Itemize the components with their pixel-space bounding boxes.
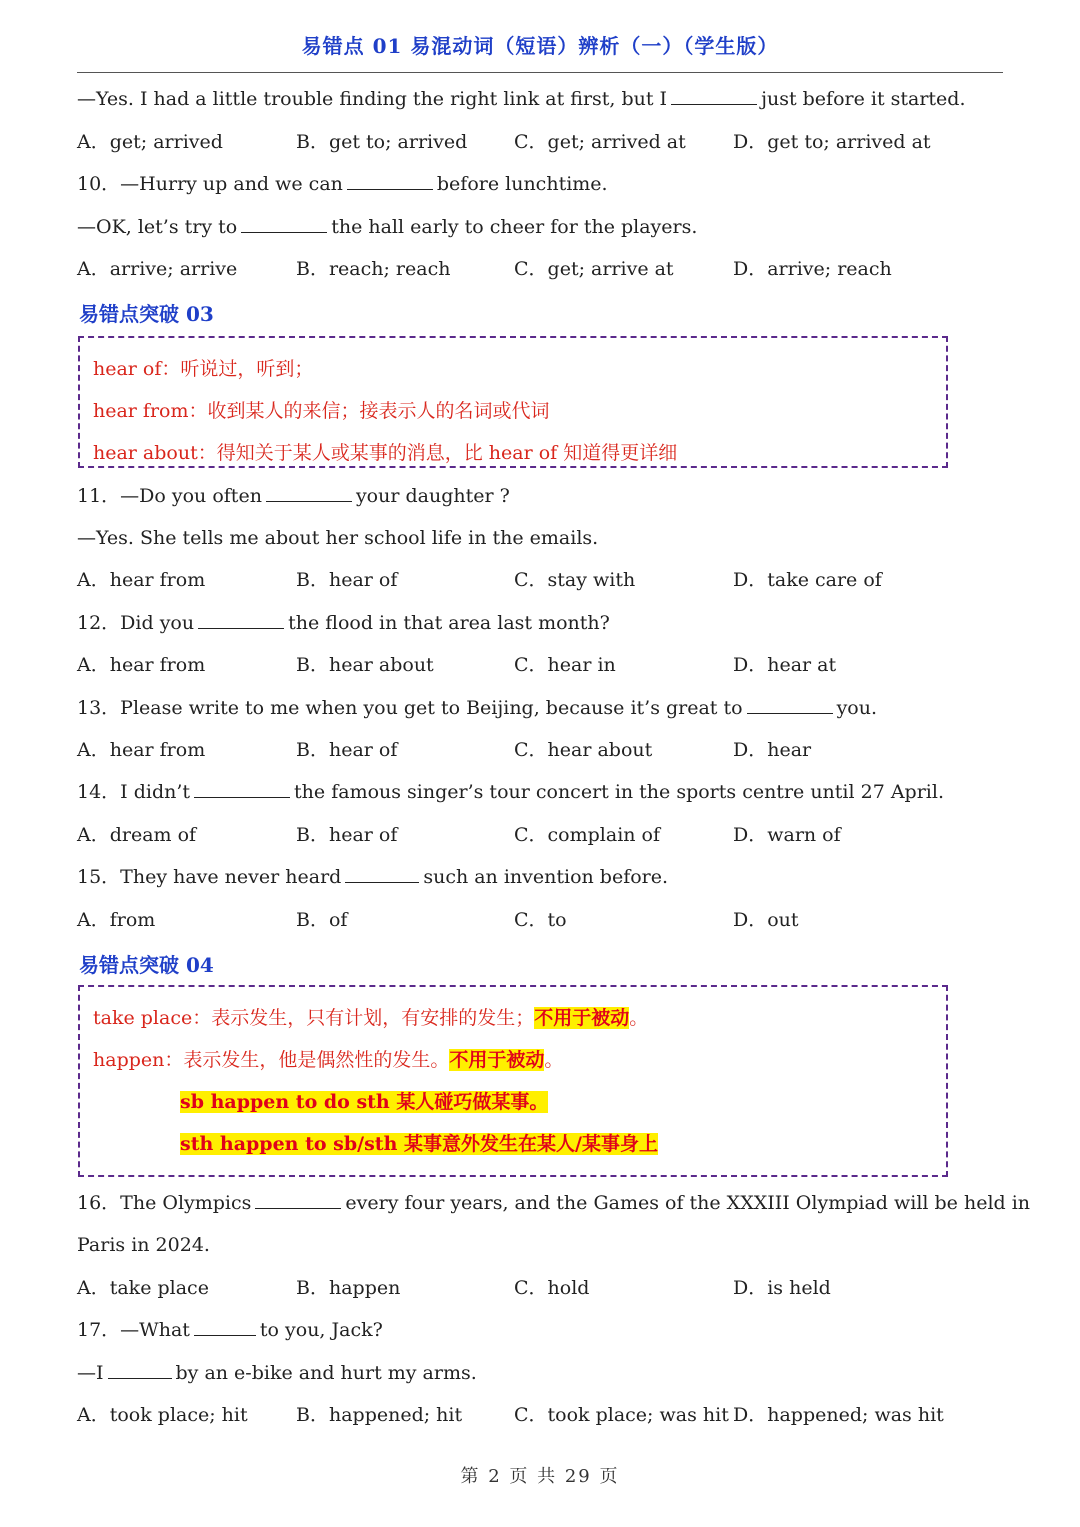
option-b[interactable]: B．happen [296,1277,401,1299]
option-d[interactable]: D．hear [733,739,812,761]
question-text: the famous singer’s tour concert in the sports centre until 27 April. [294,781,944,803]
question-11-reply: —Yes. She tells me about her school life in the emails. [77,527,599,549]
question-15 [77,864,668,890]
question-text: the hall early to cheer for the players. [331,216,698,238]
question-line [77,86,966,112]
question-text: 12．Did you [77,612,195,634]
question-text: just before it started. [761,88,966,110]
question-12 [77,610,610,636]
question-text: your daughter ? [355,485,510,507]
tip-line-usage [180,1129,658,1156]
answer-blank[interactable] [198,610,284,629]
option-a[interactable]: A．hear from [77,569,206,591]
question-10 [77,171,608,197]
question-text: 15．They have never heard [77,866,342,888]
question-13 [77,695,877,721]
question-text: 17．—What [77,1319,190,1341]
question-text: before lunchtime. [436,173,608,195]
option-a[interactable]: A．from [77,909,156,931]
section-title-04: 易错点突破 04 [79,953,214,977]
answer-blank[interactable] [108,1360,172,1379]
option-b[interactable]: B．hear of [296,824,398,846]
tip-line: hear from：收到某人的来信；接表示人的名词或代词 [93,400,550,422]
answer-blank[interactable] [671,86,757,105]
question-text: —OK, let’s try to [77,216,238,238]
option-b[interactable]: B．get to; arrived [296,131,468,153]
question-17-reply [77,1360,477,1386]
option-d[interactable]: D．happened; was hit [733,1404,944,1426]
tip-line-take-place [93,1003,648,1030]
option-c[interactable]: C．get; arrive at [514,258,674,280]
page-header-title: 易错点 01 易混动词（短语）辨析（一）（学生版） [301,34,779,58]
option-b[interactable]: B．reach; reach [296,258,451,280]
question-text: —I [77,1362,104,1384]
option-d[interactable]: D．is held [733,1277,831,1299]
section-title-03: 易错点突破 03 [79,302,214,326]
question-text: —Yes. I had a little trouble finding the right link at first, but I [77,88,668,110]
option-b[interactable]: B．of [296,909,348,931]
option-d[interactable]: D．arrive; reach [733,258,892,280]
question-17 [77,1317,383,1343]
option-c[interactable]: C．hold [514,1277,590,1299]
tip-box-03 [78,336,948,468]
highlight-text: 不用于被动 [449,1049,545,1071]
option-d[interactable]: D．get to; arrived at [733,131,931,153]
question-text: every four years, and the Games of the XXXIII Olympiad will be held in [345,1192,1031,1214]
question-text: to you, Jack? [259,1319,383,1341]
question-text: 10．—Hurry up and we can [77,173,343,195]
option-c[interactable]: C．took place; was hit [514,1404,729,1426]
answer-blank[interactable] [194,779,290,798]
question-text: you. [836,697,878,719]
question-10-reply [77,214,697,240]
option-d[interactable]: D．hear at [733,654,837,676]
option-a[interactable]: A．hear from [77,739,206,761]
highlight-text: sth happen to sb/sth 某事意外发生在某人/某事身上 [180,1133,658,1155]
option-c[interactable]: C．to [514,909,567,931]
option-d[interactable]: D．take care of [733,569,882,591]
tip-text: 。 [629,1007,649,1029]
option-c[interactable]: C．complain of [514,824,661,846]
option-a[interactable]: A．took place; hit [77,1404,248,1426]
answer-blank[interactable] [747,695,833,714]
tip-text: happen：表示发生，他是偶然性的发生。 [93,1049,450,1071]
question-16-cont: Paris in 2024. [77,1234,210,1256]
option-a[interactable]: A．get; arrived [77,131,223,153]
highlight-text: sb happen to do sth 某人碰巧做某事。 [180,1091,549,1113]
page-number: 第 2 页 共 29 页 [460,1466,620,1487]
option-d[interactable]: D．warn of [733,824,841,846]
option-c[interactable]: C．get; arrived at [514,131,686,153]
option-b[interactable]: B．hear about [296,654,434,676]
answer-blank[interactable] [347,171,433,190]
option-b[interactable]: B．hear of [296,739,398,761]
option-b[interactable]: B．hear of [296,569,398,591]
option-c[interactable]: C．stay with [514,569,636,591]
question-text: the flood in that area last month? [288,612,610,634]
question-text: 13．Please write to me when you get to Beijing, because it’s great to [77,697,743,719]
option-a[interactable]: A．take place [77,1277,209,1299]
highlight-text: 不用于被动 [534,1007,630,1029]
tip-line: hear of：听说过，听到； [93,358,314,380]
answer-blank[interactable] [241,214,327,233]
tip-box-04 [78,985,948,1177]
answer-blank[interactable] [255,1190,341,1209]
option-c[interactable]: C．hear about [514,739,653,761]
question-11 [77,483,510,509]
option-b[interactable]: B．happened; hit [296,1404,463,1426]
question-14 [77,779,944,805]
header-divider [77,72,1003,73]
question-text: such an invention before. [423,866,669,888]
tip-line-usage [180,1087,548,1114]
question-text: by an e-bike and hurt my arms. [175,1362,477,1384]
option-a[interactable]: A．hear from [77,654,206,676]
question-16 [77,1190,1030,1216]
tip-text: take place：表示发生，只有计划，有安排的发生； [93,1007,535,1029]
question-text: 16．The Olympics [77,1192,252,1214]
tip-text: 。 [544,1049,564,1071]
option-a[interactable]: A．arrive; arrive [77,258,238,280]
tip-line-happen [93,1045,563,1072]
option-a[interactable]: A．dream of [77,824,197,846]
tip-line: hear about：得知关于某人或某事的消息，比 hear of 知道得更详细 [93,442,678,464]
answer-blank[interactable] [194,1317,256,1336]
question-text: 11．—Do you often [77,485,262,507]
answer-blank[interactable] [345,864,419,883]
answer-blank[interactable] [266,483,352,502]
option-d[interactable]: D．out [733,909,799,931]
option-c[interactable]: C．hear in [514,654,616,676]
question-text: 14．I didn’t [77,781,191,803]
